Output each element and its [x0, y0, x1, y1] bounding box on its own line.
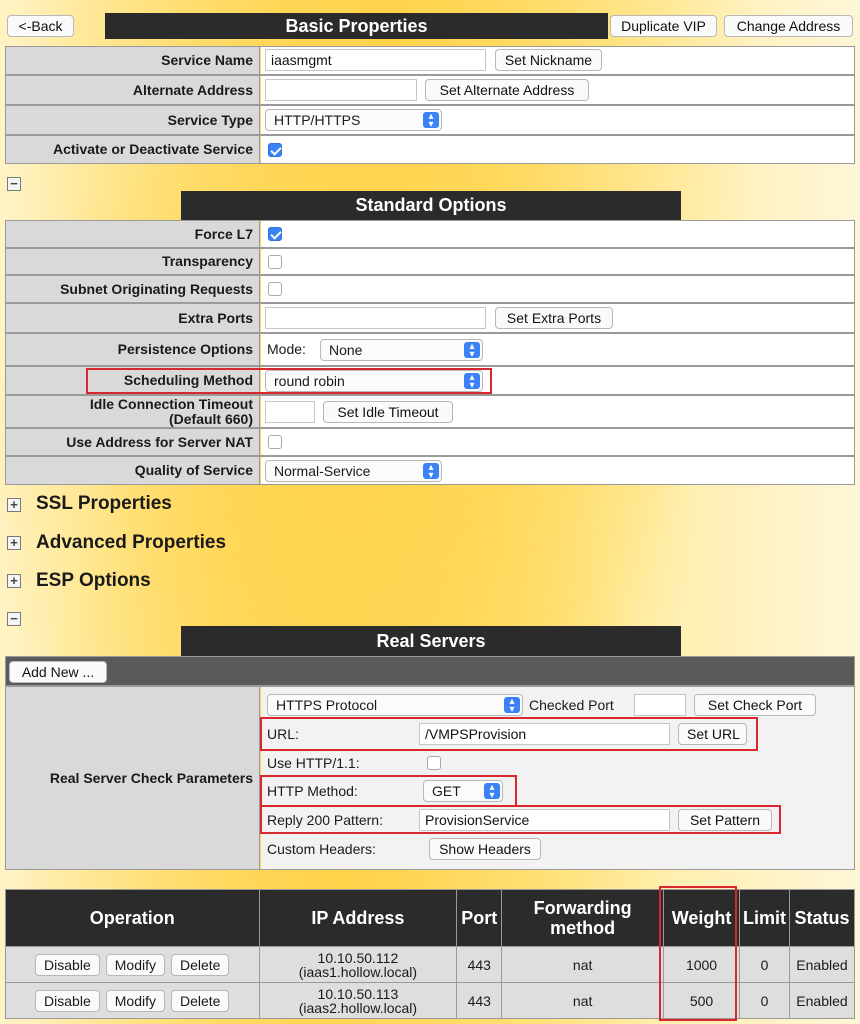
port-cell: 443	[457, 983, 502, 1019]
operation-cell	[6, 983, 260, 1019]
ip-address-cell	[259, 947, 457, 983]
change-address-button[interactable]: Change Address	[724, 15, 853, 37]
status-cell: Enabled	[789, 947, 854, 983]
qos-label: Quality of Service	[6, 457, 260, 484]
real-servers-header: Real Servers	[181, 626, 681, 656]
limit-cell: 0	[740, 947, 790, 983]
delete-button[interactable]: Delete	[171, 990, 229, 1012]
chevron-updown-icon: ▴ ▾	[484, 783, 500, 799]
persistence-label: Persistence Options	[6, 334, 260, 365]
chevron-updown-icon: ▴ ▾	[464, 373, 480, 389]
scheduling-value: round robin	[274, 373, 345, 389]
add-new-bar	[5, 656, 855, 686]
col-weight: Weight	[664, 890, 740, 947]
http11-checkbox[interactable]	[427, 756, 441, 770]
highlight-scheduling	[86, 368, 492, 394]
url-label: URL:	[267, 726, 299, 742]
operation-cell	[6, 947, 260, 983]
force-l7-label: Force L7	[6, 221, 260, 247]
service-type-row	[5, 105, 855, 135]
highlight-http-method	[260, 775, 517, 807]
set-pattern-button[interactable]: Set Pattern	[678, 809, 772, 831]
activate-row	[5, 135, 855, 164]
set-extra-ports-button[interactable]: Set Extra Ports	[495, 307, 613, 329]
force-l7-row	[5, 220, 855, 248]
chevron-updown-icon: ▴ ▾	[423, 112, 439, 128]
highlight-weight-column	[659, 886, 737, 1021]
alternate-address-input[interactable]	[265, 79, 417, 101]
check-protocol-select[interactable]	[267, 694, 523, 716]
delete-button[interactable]: Delete	[171, 954, 229, 976]
set-url-button[interactable]: Set URL	[678, 723, 747, 745]
col-ip-address: IP Address	[259, 890, 457, 947]
idle-timeout-input[interactable]	[265, 401, 315, 423]
subnet-checkbox[interactable]	[268, 282, 282, 296]
standard-collapse-toggle[interactable]: −	[7, 177, 21, 191]
add-new-button[interactable]: Add New ...	[9, 661, 107, 683]
persistence-row	[5, 333, 855, 366]
real-servers-collapse-toggle[interactable]: −	[7, 612, 21, 626]
ip-address: 10.10.50.112	[317, 949, 399, 966]
col-forwarding-line2: method	[550, 918, 616, 938]
alternate-address-row	[5, 75, 855, 105]
qos-row	[5, 456, 855, 485]
idle-timeout-label	[6, 396, 260, 427]
set-idle-timeout-button[interactable]: Set Idle Timeout	[323, 401, 453, 423]
port-cell: 443	[457, 947, 502, 983]
alternate-address-label: Alternate Address	[6, 76, 260, 104]
extra-ports-row	[5, 303, 855, 333]
disable-button[interactable]: Disable	[35, 990, 100, 1012]
activate-checkbox[interactable]	[268, 143, 282, 157]
standard-options-header: Standard Options	[181, 191, 681, 220]
transparency-checkbox[interactable]	[268, 255, 282, 269]
service-type-select[interactable]	[265, 109, 442, 131]
ip-address: 10.10.50.113	[317, 985, 399, 1002]
transparency-label: Transparency	[6, 249, 260, 274]
hostname: (iaas2.hollow.local)	[298, 999, 418, 1016]
check-protocol-value: HTTPS Protocol	[276, 697, 378, 713]
show-headers-button[interactable]: Show Headers	[429, 838, 541, 860]
server-nat-label: Use Address for Server NAT	[6, 429, 260, 455]
http-method-value: GET	[432, 783, 461, 799]
highlight-reply-pattern	[260, 805, 781, 834]
col-status: Status	[789, 890, 854, 947]
weight-cell: 1000	[664, 947, 740, 983]
transparency-row	[5, 248, 855, 275]
back-button[interactable]: <-Back	[7, 15, 74, 37]
basic-properties-header: Basic Properties	[105, 13, 608, 39]
subnet-label: Subnet Originating Requests	[6, 276, 260, 302]
modify-button[interactable]: Modify	[106, 954, 165, 976]
force-l7-checkbox[interactable]	[268, 227, 282, 241]
ssl-properties-heading[interactable]: SSL Properties	[36, 493, 172, 514]
extra-ports-label: Extra Ports	[6, 304, 260, 332]
set-alternate-address-button[interactable]: Set Alternate Address	[425, 79, 589, 101]
service-name-row	[5, 46, 855, 75]
highlight-url	[260, 717, 758, 751]
checked-port-input[interactable]	[634, 694, 686, 716]
persistence-mode-select[interactable]	[320, 339, 483, 361]
col-operation: Operation	[6, 890, 260, 947]
check-params-label: Real Server Check Parameters	[6, 687, 260, 869]
limit-cell: 0	[740, 983, 790, 1019]
col-limit: Limit	[740, 890, 790, 947]
advanced-expand-toggle[interactable]: +	[7, 536, 21, 550]
col-port: Port	[457, 890, 502, 947]
checked-port-label: Checked Port	[529, 697, 614, 713]
hostname: (iaas1.hollow.local)	[298, 963, 418, 980]
persistence-mode-label: Mode:	[267, 341, 306, 357]
set-nickname-button[interactable]: Set Nickname	[495, 49, 602, 71]
qos-value: Normal-Service	[274, 463, 371, 479]
advanced-properties-heading[interactable]: Advanced Properties	[36, 532, 227, 553]
col-forwarding-method	[502, 890, 664, 947]
disable-button[interactable]: Disable	[35, 954, 100, 976]
persistence-mode-value: None	[329, 342, 363, 358]
chevron-updown-icon: ▴ ▾	[464, 342, 480, 358]
service-name-label: Service Name	[6, 47, 260, 74]
subnet-row	[5, 275, 855, 303]
chevron-updown-icon: ▴ ▾	[423, 463, 439, 479]
forwarding-cell: nat	[502, 983, 664, 1019]
service-type-label: Service Type	[6, 106, 260, 134]
forwarding-cell: nat	[502, 947, 664, 983]
server-nat-checkbox[interactable]	[268, 435, 282, 449]
status-cell: Enabled	[789, 983, 854, 1019]
http11-label: Use HTTP/1.1:	[267, 755, 360, 771]
url-input[interactable]: /VMPSProvision	[419, 723, 670, 745]
qos-select[interactable]	[265, 460, 442, 482]
esp-expand-toggle[interactable]: +	[7, 574, 21, 588]
ip-address-cell	[259, 983, 457, 1019]
weight-cell: 500	[664, 983, 740, 1019]
duplicate-vip-button[interactable]: Duplicate VIP	[610, 15, 717, 37]
idle-timeout-row	[5, 395, 855, 428]
reply-pattern-input[interactable]: ProvisionService	[419, 809, 670, 831]
extra-ports-input[interactable]	[265, 307, 486, 329]
idle-timeout-label-line2: (Default 660)	[168, 410, 253, 427]
service-type-value: HTTP/HTTPS	[274, 112, 361, 128]
custom-headers-label: Custom Headers:	[267, 841, 376, 857]
http-method-label: HTTP Method:	[267, 783, 358, 799]
ssl-expand-toggle[interactable]: +	[7, 498, 21, 512]
esp-options-heading[interactable]: ESP Options	[36, 570, 151, 591]
reply-pattern-label: Reply 200 Pattern:	[267, 812, 383, 828]
service-name-input[interactable]: iaasmgmt	[265, 49, 486, 71]
scheduling-label: Scheduling Method	[6, 367, 260, 394]
activate-label: Activate or Deactivate Service	[6, 136, 260, 163]
col-forwarding-line1: Forwarding	[533, 898, 632, 918]
server-nat-row	[5, 428, 855, 456]
modify-button[interactable]: Modify	[106, 990, 165, 1012]
chevron-updown-icon: ▴ ▾	[504, 697, 520, 713]
set-check-port-button[interactable]: Set Check Port	[694, 694, 816, 716]
idle-timeout-label-line1: Idle Connection Timeout	[89, 395, 253, 412]
